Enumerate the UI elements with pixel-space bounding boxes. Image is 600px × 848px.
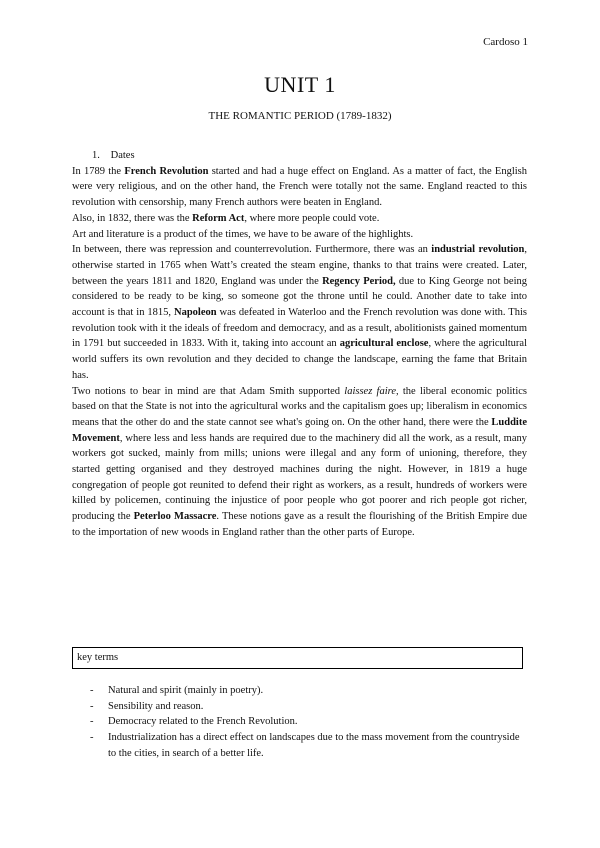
- text-run: In between, there was repression and counterrevolution. Furthermore, there was an: [72, 244, 432, 256]
- paragraph-art-literature: Art and literature is a product of the times, we have to be aware of the highlights.: [72, 228, 414, 240]
- list-item-text: Democracy related to the French Revolution.: [108, 716, 298, 728]
- term-industrial-revolution: industrial revolution: [431, 244, 525, 256]
- text-run: the liberal economic politics based on that the State is not into the agricultural works and the capitalism goes up; liberalism in economics means that the other do and the state cannot see what's going on. On the other hand, there were the: [72, 385, 527, 428]
- unit-title: UNIT 1: [264, 72, 336, 97]
- text-run: In 1789 the: [72, 165, 125, 177]
- bullet-dash: -: [90, 685, 94, 696]
- text-run: , where the agricultural world suffers its own revolution and they decided to change the landscape, earning the fame that Britain has.: [72, 338, 527, 381]
- term-laissez-faire: laissez faire,: [344, 385, 399, 397]
- term-luddite-movement: Luddite Movement: [72, 416, 527, 444]
- text-run: . These notions gave as a result the flourishing of the British Empire due to the importation of new woods in England rather than the other parts of Europe.: [72, 511, 527, 538]
- key-terms-box: key terms: [72, 647, 523, 669]
- unit-subtitle: THE ROMANTIC PERIOD (1789-1832): [208, 110, 392, 122]
- key-terms-list: [72, 683, 527, 762]
- text-run: was defeated in Waterloo and the French revolution was done with. This revolution took with it the ideals of freedom and democracy, and as a result, abolitionists gained momentum in 1791 but succeeded in 1833. With it, taking into account an: [72, 307, 527, 350]
- paragraph-industrial-revolution: [72, 242, 527, 383]
- paragraph-two-notions: [72, 384, 527, 541]
- list-item: [72, 714, 527, 730]
- section-number: 1.: [92, 150, 100, 161]
- term-agricultural-enclose: agricultural enclose: [339, 338, 429, 350]
- text-run: due to King George not being considered to be ready to be king, so someone got the throne until he could. Another date to take into account is that in 1815,: [72, 275, 527, 319]
- list-item: [72, 699, 527, 715]
- running-head: Cardoso 1: [483, 36, 528, 48]
- text-run: , where less and less hands are required due to the machinery did all the work, as a result, many workers got sucked, mainly from mills; unions were illegal and any form of unioning, therefore, they started getting organised and they destroyed machines during the night. However, in 1819 a huge congregation of people got reunited to defend their right as workers, as a result, hundreds of workers were killed by policemen, continuing the injustice of poor people who got poorer and rich people got richer, producing the: [72, 432, 527, 523]
- text-run: , where more people could vote.: [244, 212, 380, 224]
- list-item-text: Sensibility and reason.: [108, 700, 204, 712]
- term-reform-act: Reform Act: [192, 212, 245, 224]
- body-text: [72, 148, 527, 541]
- section-heading: [92, 148, 527, 164]
- paragraph-reform-act: [72, 211, 527, 227]
- term-napoleon: Napoleon: [173, 307, 217, 319]
- list-item: [72, 683, 527, 699]
- text-run: , otherwise started in 1765 when Watt’s created the steam engine, thanks to that trains were created. Later, between the years 1811 and 1820, England was under the: [72, 244, 527, 287]
- section-title: Dates: [110, 150, 135, 161]
- list-item-text: Natural and spirit (mainly in poetry).: [108, 685, 264, 696]
- bullet-dash: -: [90, 716, 94, 728]
- paragraph-french-revolution: [72, 164, 527, 211]
- term-regency-period: Regency Period,: [322, 275, 396, 287]
- list-item-text: Industrialization has a direct effect on landscapes due to the mass movement from the countryside to the cities, in search of a better life.: [108, 732, 520, 759]
- bullet-dash: -: [90, 700, 94, 712]
- term-peterloo-massacre: Peterloo Massacre: [133, 511, 217, 523]
- text-run: Two notions to bear in mind are that Adam Smith supported: [72, 385, 345, 397]
- bullet-dash: -: [90, 732, 94, 744]
- text-run: started and had a huge effect on England. As a matter of fact, the English were very religious, and on the other hand, the French were totally not the same. England reacted to this revolution with censorship, many French authors were beaten in England.: [72, 165, 527, 209]
- term-french-revolution: French Revolution: [124, 165, 209, 177]
- list-item: [72, 730, 527, 761]
- text-run: Also, in 1832, there was the: [72, 212, 193, 224]
